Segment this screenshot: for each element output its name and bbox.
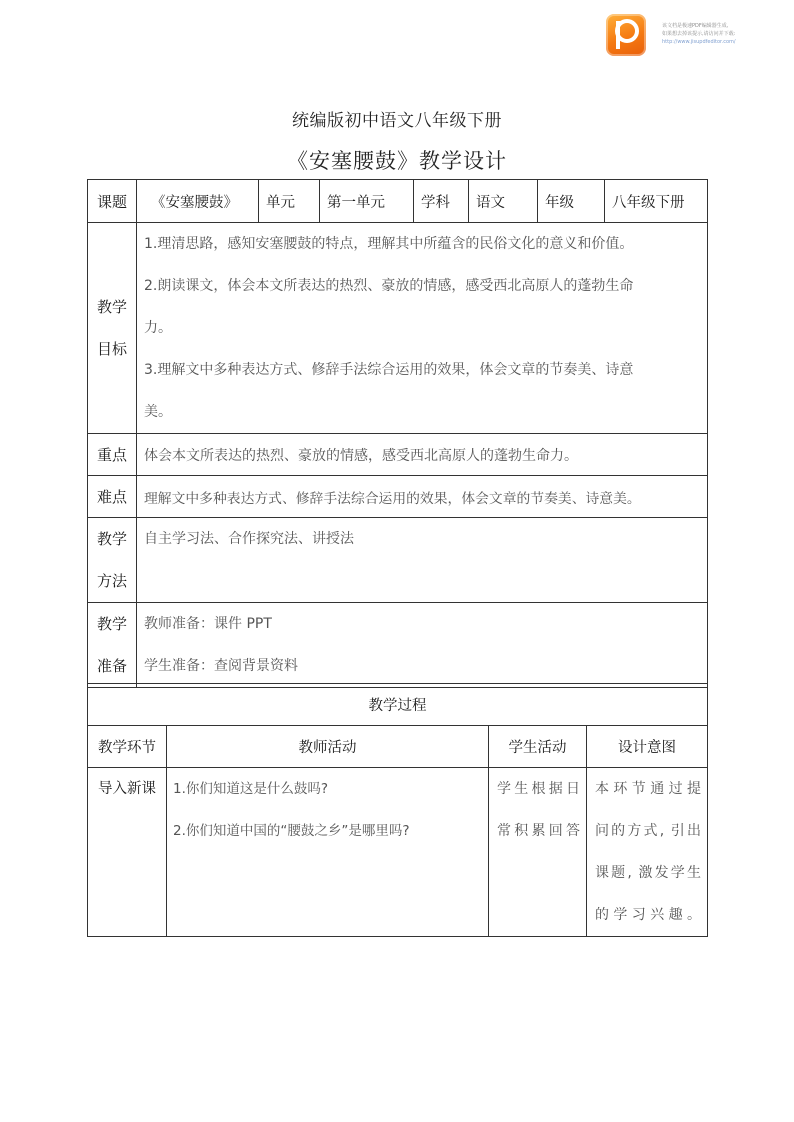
pdf-editor-logo-icon bbox=[606, 14, 646, 56]
difficulty-label: 难点 bbox=[88, 476, 137, 518]
preparation-content bbox=[137, 603, 708, 688]
topic-value: 《安塞腰鼓》 bbox=[137, 180, 259, 223]
key-point-row bbox=[88, 434, 708, 476]
methods-label-line-2: 方法 bbox=[96, 572, 127, 590]
header-student-activity: 学生活动 bbox=[489, 726, 587, 768]
unit-value: 第一单元 bbox=[320, 180, 414, 223]
design-intent-line: 问的方式, 引出 bbox=[595, 823, 701, 839]
subject-value: 语文 bbox=[469, 180, 538, 223]
difficulty-row bbox=[88, 476, 708, 518]
process-title-row bbox=[88, 684, 708, 726]
preparation-label-line-1: 教学 bbox=[96, 615, 127, 633]
student-preparation: 学生准备：查阅背景资料 bbox=[144, 658, 298, 674]
methods-content bbox=[137, 518, 708, 603]
stage-text: 导入新课 bbox=[98, 781, 156, 797]
preparation-label bbox=[88, 603, 137, 688]
methods-text: 自主学习法、合作探究法、讲授法 bbox=[144, 531, 354, 547]
goals-label bbox=[88, 223, 137, 434]
teacher-activity-line: 1.你们知道这是什么鼓吗? bbox=[173, 781, 329, 797]
design-intent-cell bbox=[587, 768, 708, 937]
goals-row bbox=[88, 223, 708, 434]
subject-label: 学科 bbox=[414, 180, 469, 223]
watermark-line-2: 如果想去掉该提示,请访问并下载: bbox=[662, 31, 736, 37]
watermark-line-1: 该文档是极速PDF编辑器生成, bbox=[662, 23, 729, 29]
goals-label-line-1: 教学 bbox=[96, 298, 127, 316]
header-stage: 教学环节 bbox=[88, 726, 167, 768]
goals-content bbox=[137, 223, 708, 434]
process-row bbox=[88, 768, 708, 937]
preparation-row bbox=[88, 603, 708, 688]
topic-label: 课题 bbox=[88, 180, 137, 223]
design-intent-line: 课题, 激发学生 bbox=[595, 865, 701, 881]
pdf-editor-watermark bbox=[606, 14, 786, 60]
lesson-info-table bbox=[87, 179, 708, 688]
process-title: 教学过程 bbox=[88, 684, 708, 726]
watermark-url[interactable]: http://www.jisupdfeditor.com/ bbox=[662, 39, 736, 45]
goal-line: 3.理解文中多种表达方式、修辞手法综合运用的效果，体会文章的节奏美、诗意 bbox=[144, 362, 634, 378]
document-subtitle: 统编版初中语文八年级下册 bbox=[292, 111, 502, 131]
grade-label: 年级 bbox=[538, 180, 605, 223]
document-title: 《安塞腰鼓》教学设计 bbox=[287, 149, 507, 173]
watermark-text bbox=[662, 22, 788, 46]
info-row bbox=[88, 180, 708, 223]
teacher-preparation: 教师准备：课件 PPT bbox=[144, 616, 272, 632]
design-intent-line: 本环节通过提 bbox=[595, 781, 701, 797]
methods-label bbox=[88, 518, 137, 603]
goal-line: 美。 bbox=[144, 404, 172, 420]
goal-line: 力。 bbox=[144, 320, 172, 336]
goals-label-line-2: 目标 bbox=[96, 340, 127, 358]
stage-cell bbox=[88, 768, 167, 937]
key-point-label: 重点 bbox=[88, 434, 137, 476]
student-activity-line: 学生根据日 bbox=[497, 781, 580, 797]
header-design-intent: 设计意图 bbox=[587, 726, 708, 768]
process-header-row bbox=[88, 726, 708, 768]
header-teacher-activity: 教师活动 bbox=[167, 726, 489, 768]
grade-value: 八年级下册 bbox=[605, 180, 708, 223]
methods-row bbox=[88, 518, 708, 603]
goal-line: 1.理清思路，感知安塞腰鼓的特点，理解其中所蕴含的民俗文化的意义和价值。 bbox=[144, 236, 634, 252]
unit-label: 单元 bbox=[259, 180, 320, 223]
teacher-activity-line: 2.你们知道中国的“腰鼓之乡”是哪里吗? bbox=[173, 823, 410, 839]
student-activity-line: 常积累回答 bbox=[497, 823, 580, 839]
key-point-text: 体会本文所表达的热烈、豪放的情感，感受西北高原人的蓬勃生命力。 bbox=[137, 434, 708, 476]
preparation-label-line-2: 准备 bbox=[96, 657, 127, 675]
teaching-process-table bbox=[87, 683, 708, 937]
teacher-activity-cell bbox=[167, 768, 489, 937]
goal-line: 2.朗读课文，体会本文所表达的热烈、豪放的情感，感受西北高原人的蓬勃生命 bbox=[144, 278, 634, 294]
design-intent-line: 的学习兴趣。 bbox=[595, 907, 701, 923]
student-activity-cell bbox=[489, 768, 587, 937]
methods-label-line-1: 教学 bbox=[96, 530, 127, 548]
difficulty-text: 理解文中多种表达方式、修辞手法综合运用的效果，体会文章的节奏美、诗意美。 bbox=[137, 476, 708, 518]
